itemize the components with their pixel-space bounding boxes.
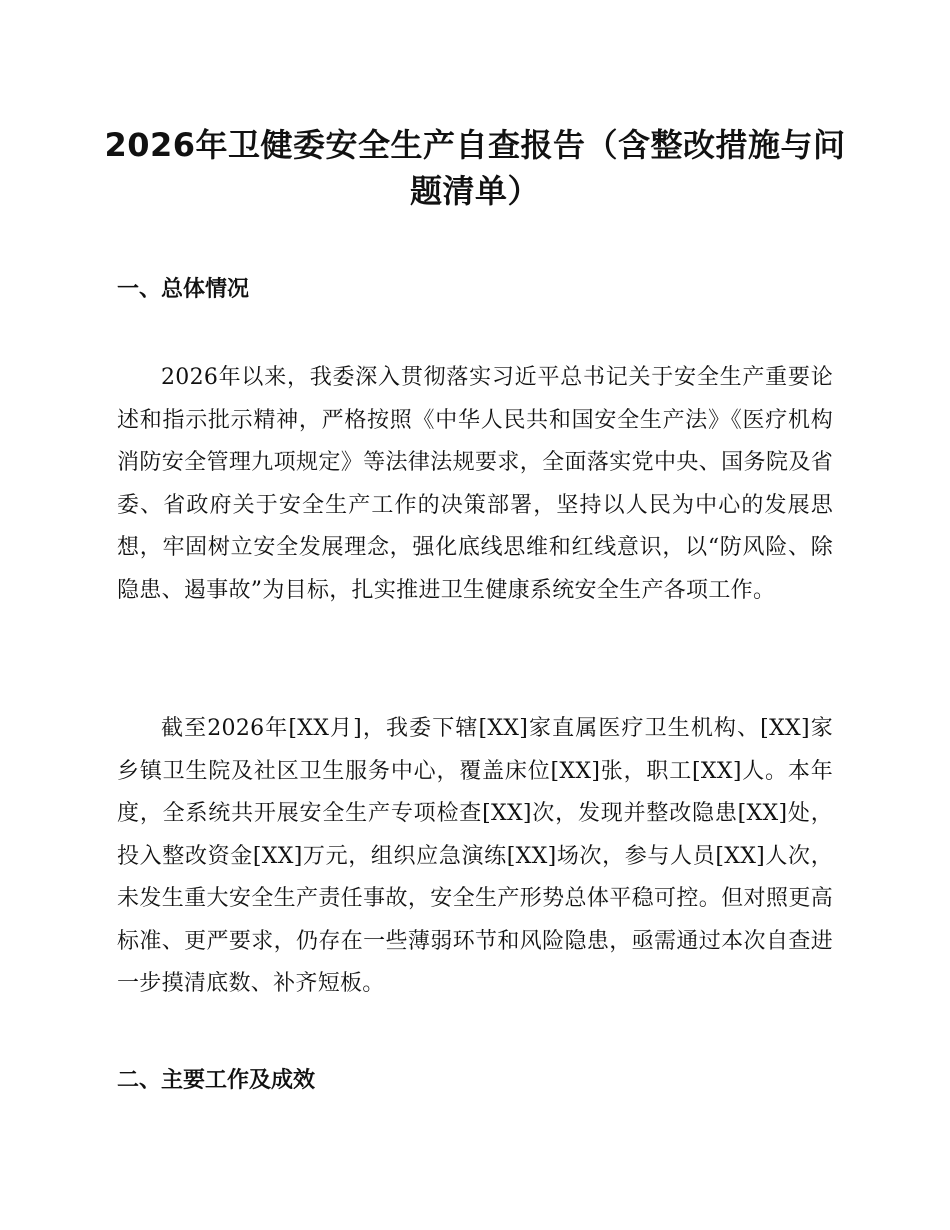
document-title: 2026年卫健委安全生产自查报告（含整改措施与问题清单） [104, 126, 846, 210]
section-heading-overview: 一、总体情况 [117, 277, 250, 302]
overview-paragraph-1: 2026年以来，我委深入贯彻落实习近平总书记关于安全生产重要论述和指示批示精神，严格按照《中华人民共和国安全生产法》《医疗机构消防安全管理九项规定》等法律法规要求，全面落实党中央、国务院及省委、省政府关于安全生产工作的决策部署，坚持以人民为中心的发展思想，牢固树立安全发展理念，强化底线思维和红线意识，以“防风险、除隐患、遏事故”为目标，扎实推进卫生健康系统安全生产各项工作。 [117, 365, 833, 603]
section-heading-main-work: 二、主要工作及成效 [117, 1068, 316, 1093]
overview-paragraph-2: 截至2026年[XX月]，我委下辖[XX]家直属医疗卫生机构、[XX]家乡镇卫生院及社区卫生服务中心，覆盖床位[XX]张，职工[XX]人。本年度，全系统共开展安全生产专项检查[XX]次，发现并整改隐患[XX]处，投入整改资金[XX]万元，组织应急演练[XX]场次，参与人员[XX]人次，未发生重大安全生产责任事故，安全生产形势总体平稳可控。但对照更高标准、更严要求，仍存在一些薄弱环节和风险隐患，亟需通过本次自查进一步摸清底数、补齐短板。 [117, 716, 833, 996]
